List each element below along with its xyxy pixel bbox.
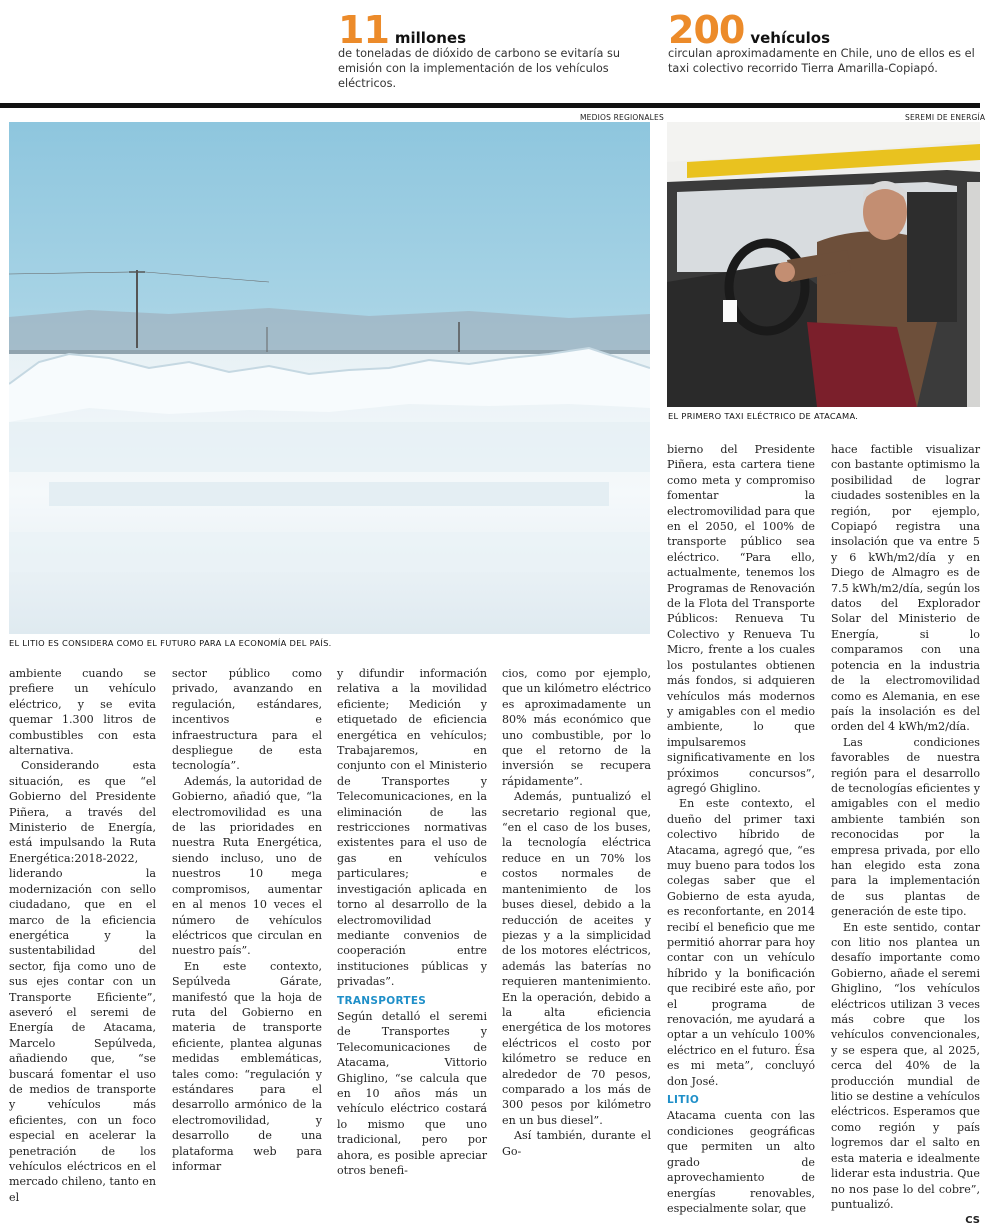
article-column-6 [831, 442, 980, 1229]
article-column-1 [9, 666, 156, 1205]
photo-credit-taxi: SEREMI DE ENERGÍA [905, 113, 986, 122]
photo-credit-salt: MEDIOS REGIONALES [580, 113, 664, 122]
paragraph: En este contexto, Sepúlveda Gárate, manifestó que la hoja de ruta del Gobierno en materia de transporte eficiente, plantea algunas medidas emblemáticas, tales como: “regulación y estándares para el desarrollo armónico de la electromovilidad, y desarrollo de una plataforma web para informar [172, 959, 322, 1173]
paragraph: Además, puntualizó el secretario regional que, “en el caso de los buses, la tecnología eléctrica reduce en un 70% los costos normales de mantenimiento de los buses diesel, debido a la reducción de aceites y piezas y a la simplicidad de los motores eléctricos, además las baterías no requieren mantenimiento. En la operación, debido a la alta eficiencia energética de los motores eléctricos el costo por kilómetro se reduce en alrededor de 70 pesos, comparado a los más de 300 pesos por kilómetro en un bus diesel”. [502, 790, 651, 1127]
stat-co2-number: 11 [338, 8, 389, 52]
photo-caption-salt: EL LITIO ES CONSIDERA COMO EL FUTURO PARA LA ECONOMÍA DEL PAÍS. [9, 638, 332, 648]
stat-vehicles [668, 8, 980, 76]
stat-co2-text: de toneladas de dióxido de carbono se evitaría su emisión con la implementación de los vehículos eléctricos. [338, 47, 621, 90]
paragraph: y difundir información relativa a la movilidad eficiente; Medición y etiquetado de eficiencia energética en vehículos; Trabajaremos, en conjunto con el Ministerio de Transportes y Telecomunicaciones, en la eliminación de las restricciones normativas existentes para el uso de gas en vehículos particulares; e investigación aplicada en torno al desarrollo de la electromovilidad mediante convenios de cooperación entre instituciones públicas y privadas”. [337, 667, 487, 989]
taxi-driver-illustration [667, 122, 980, 407]
paragraph: Considerando esta situación, es que “el Gobierno del Presidente Piñera, a través del Ministerio de Energía, está impulsando la Ruta Energética:2018-2022, liderando la modernización con sello ciudadano, que en el marco de la eficiencia energética y la sustentabilidad del sector, fija como uno de sus ejes contar con un Transporte Eficiente”, aseveró el seremi de Energía de Atacama, Marcelo Sepúlveda, añadiendo que, “se buscará fomentar el uso de medios de transporte y vehículos más eficientes, con un foco especial en acelerar la penetración de los vehículos eléctricos en el mercado chileno, tanto en el [9, 759, 157, 1204]
stat-vehicles-unit: vehículos [750, 29, 831, 47]
paragraph: Atacama cuenta con las condiciones geográficas que permiten un alto grado de aprovechamiento de energías renovables, especialmente solar, que [667, 1109, 815, 1215]
paragraph: Las condiciones favorables de nuestra región para el desarrollo de tecnologías eficientes y amigables con el medio ambiente también son reconocidas por la empresa privada, por ello han elegido esta zona para la implementación de sus plantas de generación de este tipo. [831, 735, 980, 919]
paragraph: En este contexto, el dueño del primer taxi colectivo híbrido de Atacama, agregó que, “es muy bueno para todos los colegas saber que el Gobierno de esta ayuda, es reconfortante, en 2014 recibí el beneficio que me permitió ahorrar para hoy contar con un vehículo híbrido y la bonificación que recibiré este año, por el programa de renovación, me ayudará a optar a un vehículo 100% eléctrico en el futuro. Ésa es mi meta”, concluyó don José. [667, 797, 815, 1088]
paragraph: Así también, durante el Go- [502, 1129, 651, 1158]
paragraph: En este sentido, contar con litio nos plantea un desafío importante como Gobierno, añade el seremi Ghiglino, “los vehículos eléctricos utilizan 3 veces más cobre que los vehículos convencionales, y se espera que, al 2025, cerca del 40% de la producción mundial de litio se destine a vehículos eléctricos. Esperamos que como región y país logremos dar el salto en esta materia e idealmente liderar esta industria. Que no nos pase lo del cobre”, puntualizó. [831, 920, 980, 1211]
stat-vehicles-number: 200 [668, 8, 745, 52]
salt-flat-illustration [9, 122, 650, 634]
section-heading-transportes: TRANSPORTES [337, 994, 427, 1007]
end-mark: CS [965, 1215, 980, 1227]
section-rule [0, 103, 980, 108]
paragraph: ambiente cuando se prefiere un vehículo eléctrico, y se evita quemar 1.300 litros de combustibles con esta alternativa. [9, 667, 156, 758]
paragraph: sector público como privado, avanzando en regulación, estándares, incentivos e infraestructura para el despliegue de esta tecnología”. [172, 667, 322, 773]
article-column-2 [172, 666, 322, 1174]
paragraph: cios, como por ejemplo, que un kilómetro eléctrico es aproximadamente un 80% más económico que uno combustible, por lo que el retorno de la inversión se recupera rápidamente”. [502, 667, 651, 788]
salt-flat-photo [9, 122, 650, 634]
article-column-5 [667, 442, 815, 1216]
stat-co2 [338, 8, 648, 91]
paragraph: bierno del Presidente Piñera, esta cartera tiene como meta y compromiso fomentar la electromovilidad para que en el 2050, el 100% de transporte público sea eléctrico. “Para ello, actualmente, tenemos los Programas de Renovación de la Flota del Transporte Públicos: Renueva Tu Colectivo y Renueva Tu Micro, frente a los cuales los postulantes obtienen más fondos, si adquieren vehículos más modernos y amigables con el medio ambiente, lo que impulsaremos significativamente en los próximos concursos”, agregó Ghiglino. [667, 443, 815, 795]
paragraph: hace factible visualizar con bastante optimismo la posibilidad de lograr ciudades sostenibles en la región, por ejemplo, Copiapó registra una insolación que va entre 5 y 6 kWh/m2/día y en Diego de Almagro es de 7.5 kWh/m2/día, según los datos del Explorador Solar del Ministerio de Energía, si lo comparamos con una potencia en la industria de la electromovilidad como es Alemania, en ese país la insolación es del orden del 4 kWh/m2/día. [831, 443, 980, 734]
paragraph: Además, la autoridad de Gobierno, añadió que, “la electromovilidad es una de las prioridades en nuestra Ruta Energética, siendo incluso, uno de nuestros 10 mega compromisos, aumentar en al menos 10 veces el número de vehículos eléctricos que circulan en nuestro país”. [172, 774, 322, 958]
stat-co2-unit: millones [394, 29, 467, 47]
article-column-3 [337, 666, 487, 1178]
section-heading-litio: LITIO [667, 1094, 700, 1107]
paragraph: Según detalló el seremi de Transportes y Telecomunicaciones de Atacama, Vittorio Ghiglino, “se calcula que en 10 años más un vehículo eléctrico costará lo mismo que uno tradicional, pero por ahora, es posible apreciar otros benefi- [337, 1009, 487, 1177]
stat-vehicles-text: circulan aproximadamente en Chile, uno de ellos es el taxi colectivo recorrido Tierra Amarilla-Copiapó. [668, 47, 975, 75]
taxi-photo [667, 122, 980, 407]
article-column-4 [502, 666, 651, 1159]
photo-caption-taxi: EL PRIMERO TAXI ELÉCTRICO DE ATACAMA. [668, 411, 859, 421]
